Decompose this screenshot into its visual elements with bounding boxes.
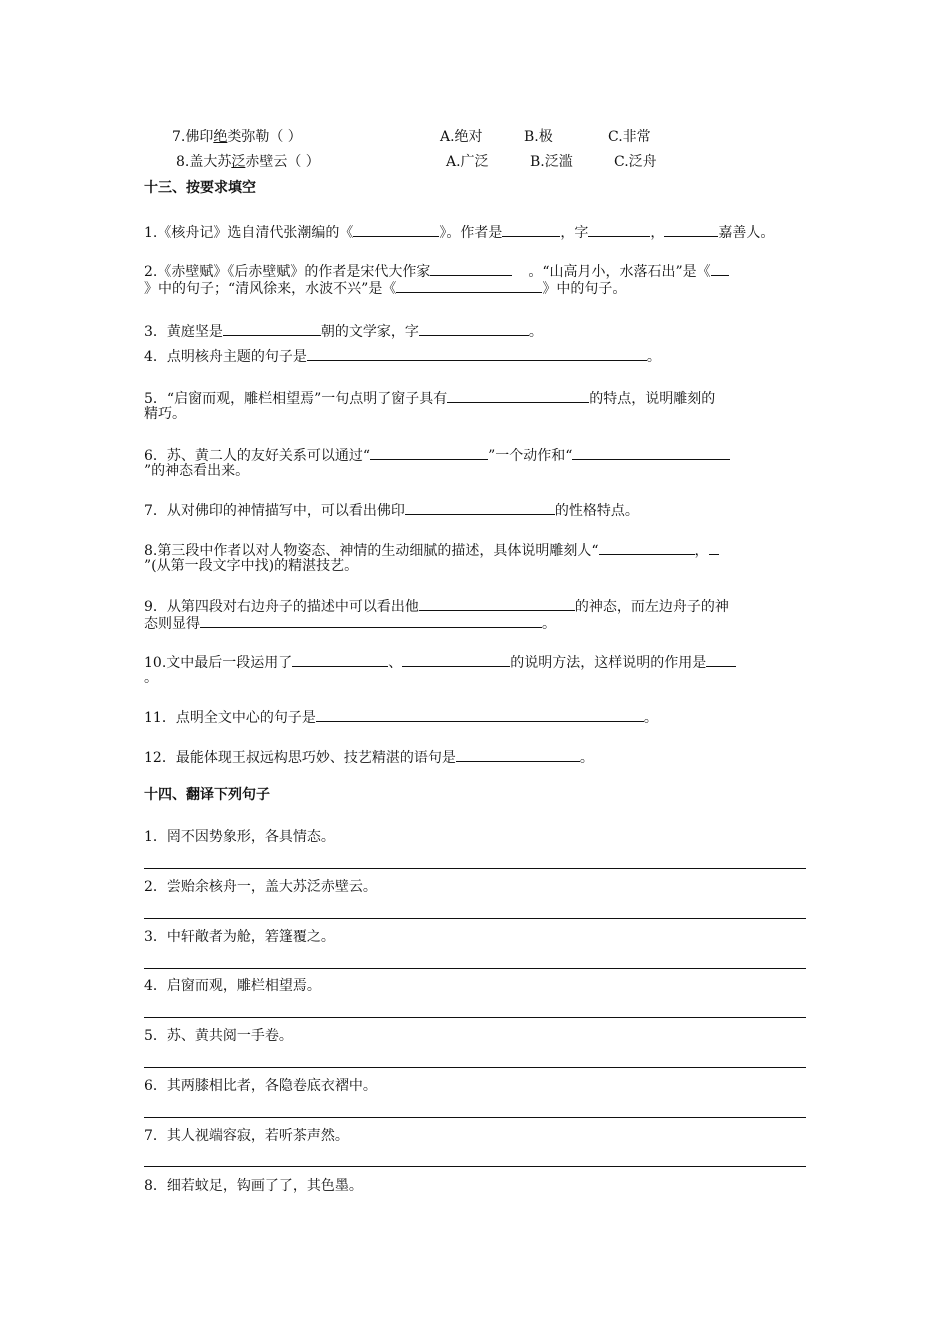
translate-item-2: 2．尝贻余核舟一，盖大苏泛赤壁云。 — [144, 879, 377, 895]
answer-line[interactable] — [144, 1017, 806, 1018]
translate-item-6: 6．其两膝相比者，各隐卷底衣褶中。 — [144, 1078, 377, 1094]
q13-5-line2: 精巧。 — [144, 406, 186, 422]
blank[interactable] — [664, 222, 718, 237]
translate-item-7: 7．其人视端容寂，若听茶声然。 — [144, 1128, 349, 1144]
choice-7-option-a: A.绝对 — [440, 129, 483, 145]
blank[interactable] — [200, 613, 542, 628]
blank[interactable] — [307, 346, 647, 361]
blank[interactable] — [572, 445, 730, 460]
blank[interactable] — [419, 596, 575, 611]
q13-7: 7．从对佛印的神情描写中，可以看出佛印 的性格特点。 — [144, 500, 639, 520]
choice-8-stem-post: 赤壁云（ ） — [245, 154, 320, 170]
blank[interactable] — [502, 222, 560, 237]
q13-4: 4．点明核舟主题的句子是 。 — [144, 346, 661, 366]
q13-12: 12．最能体现王叔远构思巧妙、技艺精湛的语句是 。 — [144, 747, 594, 767]
blank[interactable] — [599, 540, 695, 555]
blank[interactable] — [223, 321, 321, 336]
blank[interactable] — [370, 445, 488, 460]
section-13-title: 十三、按要求填空 — [144, 180, 256, 196]
choice-7-option-b: B.极 — [524, 129, 553, 145]
q13-9-line2: 态则显得 。 — [144, 613, 556, 633]
q13-1: 1.《核舟记》选自清代张潮编的《 》。作者是 ，字 ， 嘉善人。 — [144, 222, 774, 242]
translate-item-1: 1．罔不因势象形，各具情态。 — [144, 829, 335, 845]
blank[interactable] — [396, 278, 542, 293]
translate-item-5: 5．苏、黄共阅一手卷。 — [144, 1028, 293, 1044]
blank[interactable] — [419, 321, 529, 336]
blank[interactable] — [588, 222, 650, 237]
section-14-title: 十四、翻译下列句子 — [144, 787, 270, 803]
answer-line[interactable] — [144, 968, 806, 969]
choice-8-option-c: C.泛舟 — [614, 154, 657, 170]
blank[interactable] — [316, 707, 644, 722]
q13-10-line2: 。 — [144, 670, 158, 686]
blank[interactable] — [706, 652, 736, 667]
blank[interactable] — [456, 747, 580, 762]
choice-7-stem — [172, 128, 302, 146]
choice-7-option-c: C.非常 — [608, 129, 651, 145]
choice-8-stem — [176, 153, 320, 171]
blank[interactable] — [430, 261, 512, 276]
q13-8-line1: 8.第三段中作者以对人物姿态、神情的生动细腻的描述，具体说明雕刻人“ ， — [144, 540, 719, 560]
q13-11: 11．点明全文中心的句子是 。 — [144, 707, 658, 727]
choice-8-option-b: B.泛滥 — [530, 154, 573, 170]
blank[interactable] — [353, 222, 439, 237]
translate-item-8: 8．细若蚊足，钩画了了，其色墨。 — [144, 1178, 363, 1194]
answer-line[interactable] — [144, 1166, 806, 1167]
answer-line[interactable] — [144, 1117, 806, 1118]
blank[interactable] — [402, 652, 510, 667]
blank[interactable] — [709, 540, 719, 555]
translate-item-3: 3．中轩敞者为舱，箬篷覆之。 — [144, 929, 335, 945]
choice-7-marked-char: 绝 — [213, 129, 228, 145]
q13-8-line2: ”(从第一段文字中找)的精湛技艺。 — [144, 558, 359, 574]
q13-6-line1: 6．苏、黄二人的友好关系可以通过“ ”一个动作和“ — [144, 445, 730, 465]
q13-2-line1: 2.《赤壁赋》《后赤壁赋》的作者是宋代大作家 。“山高月小，水落石出”是《 — [144, 261, 729, 281]
choice-8-option-a: A.广泛 — [446, 154, 489, 170]
q13-3: 3．黄庭坚是 朝的文学家，字 。 — [144, 321, 543, 341]
q13-6-line2: ”的神态看出来。 — [144, 463, 250, 479]
translate-item-4: 4．启窗而观，雕栏相望焉。 — [144, 978, 321, 994]
choice-8-stem-pre: 8.盖大苏 — [176, 154, 232, 170]
blank[interactable] — [447, 388, 589, 403]
answer-line[interactable] — [144, 918, 806, 919]
q13-5-line1: 5．“启窗而观，雕栏相望焉”一句点明了窗子具有 的特点，说明雕刻的 — [144, 388, 715, 408]
blank[interactable] — [711, 261, 729, 276]
blank[interactable] — [405, 500, 555, 515]
choice-8-marked-char: 泛 — [231, 154, 246, 170]
blank[interactable] — [292, 652, 388, 667]
q13-2-line2: 》中的句子；“清风徐来，水波不兴”是《 》中的句子。 — [144, 278, 626, 298]
answer-line[interactable] — [144, 1067, 806, 1068]
q13-10-line1: 10.文中最后一段运用了 、 的说明方法，这样说明的作用是 — [144, 652, 736, 672]
choice-7-stem-pre: 7.佛印 — [172, 129, 214, 145]
answer-line[interactable] — [144, 868, 806, 869]
choice-7-stem-post: 类弥勒（ ） — [227, 129, 302, 145]
q13-9-line1: 9．从第四段对右边舟子的描述中可以看出他 的神态，而左边舟子的神 — [144, 596, 729, 616]
